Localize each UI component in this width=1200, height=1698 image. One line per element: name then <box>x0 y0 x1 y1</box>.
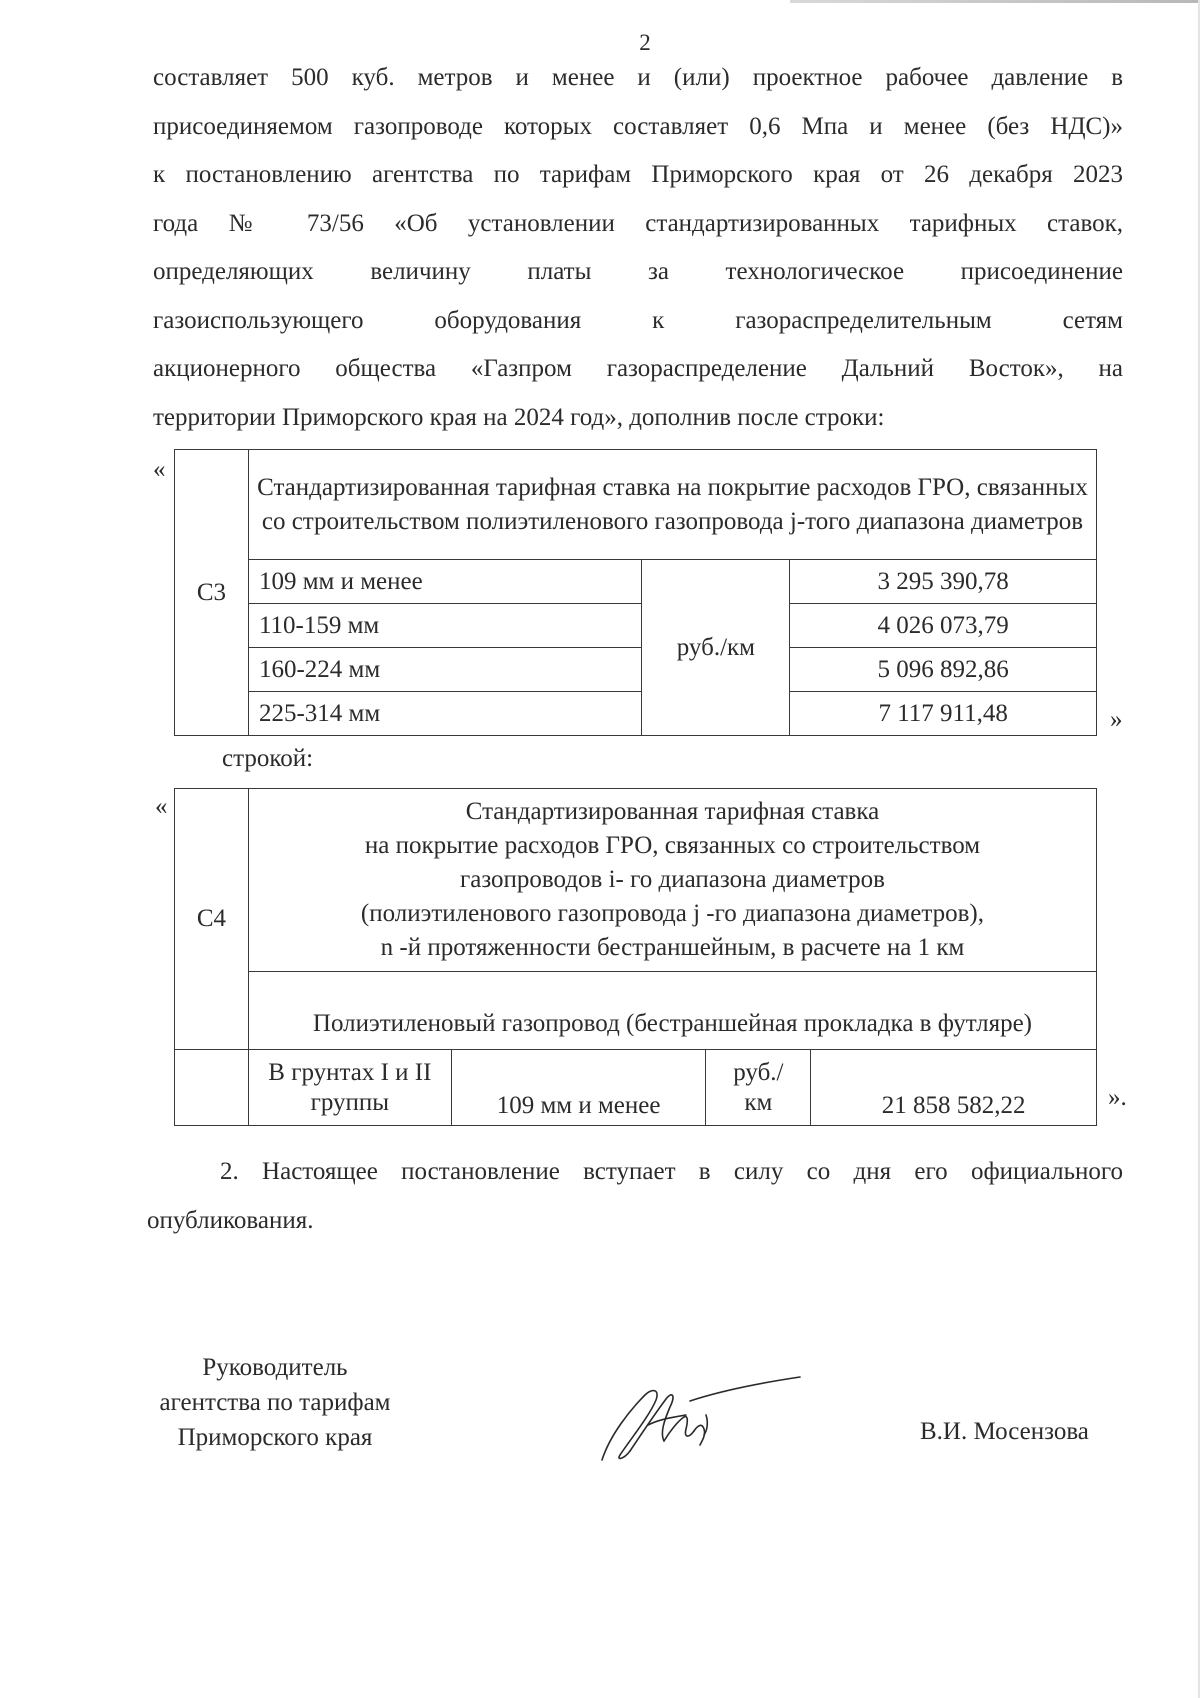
table2-header-line: Стандартизированная тарифная ставка <box>465 798 880 825</box>
handwritten-signature <box>590 1355 810 1475</box>
table1-row-value: 7 117 911,48 <box>790 692 1097 736</box>
signatory-title-line: агентства по тарифам <box>159 1389 391 1416</box>
table1-row-value: 3 295 390,78 <box>790 560 1097 604</box>
table2-header-line: n -й протяженности бестраншейным, в расчете на 1 км <box>380 934 965 961</box>
close-quote-2: ». <box>1108 1084 1127 1111</box>
table2-header-line: (полиэтиленового газопровода j -го диапазона диаметров), <box>360 900 985 927</box>
table1-row-label: 225-314 мм <box>248 692 642 736</box>
table2-unit: руб./ км <box>706 1050 811 1126</box>
signatory-title <box>140 1350 410 1455</box>
close-quote-1: » <box>1110 706 1123 733</box>
table1-header: Стандартизированная тарифная ставка на покрытие расходов ГРО, связанных со строительством полиэтиленового газопровода j-того диапазона диаметров <box>248 450 1096 560</box>
table2-soil: В грунтах I и II группы <box>248 1050 451 1126</box>
intro-line: года № 73/56 «Об установлении стандартизированных тарифных ставок, <box>153 209 1123 237</box>
table1-row-label: 109 мм и менее <box>248 560 642 604</box>
intro-paragraph <box>153 54 1123 442</box>
final-paragraph <box>147 1148 1123 1245</box>
open-quote-2: « <box>155 793 168 820</box>
table2-empty-cell <box>175 1050 249 1126</box>
between-word: строкой: <box>222 745 314 772</box>
intro-line: составляет 500 куб. метров и менее и (или) проектное рабочее давление в <box>153 64 1123 91</box>
signatory-title-line: Приморского края <box>177 1424 373 1451</box>
tariff-table-c4 <box>174 788 1097 1126</box>
signatory-title-line: Руководитель <box>202 1354 348 1381</box>
intro-line: акционерного общества «Газпром газораспределение Дальний Восток», на <box>153 355 1123 382</box>
table2-value: 21 858 582,22 <box>811 1050 1097 1126</box>
table1-row-value: 4 026 073,79 <box>790 604 1097 648</box>
intro-line: к постановлению агентства по тарифам Приморского края от 26 декабря 2023 <box>153 161 1123 188</box>
table1-row-label: 110-159 мм <box>248 604 642 648</box>
table1-code: С3 <box>175 450 249 736</box>
table1-row-value: 5 096 892,86 <box>790 648 1097 692</box>
scan-edge-top <box>790 0 1200 3</box>
tariff-table-c3 <box>174 449 1097 736</box>
intro-line: газоиспользующего оборудования к газораспределительным сетям <box>153 306 1123 334</box>
table2-header <box>248 789 1096 972</box>
intro-line: присоединяемом газопроводе которых составляет 0,6 Мпа и менее (без НДС)» <box>153 112 1123 140</box>
table1-unit: руб./км <box>642 560 790 736</box>
intro-line: территории Приморского края на 2024 год», дополнив после строки: <box>153 403 885 431</box>
signatory-name: В.И. Мосензова <box>920 1418 1089 1445</box>
page-number: 2 <box>639 30 651 55</box>
table1-row-label: 160-224 мм <box>248 648 642 692</box>
table2-header-line: на покрытие расходов ГРО, связанных со строительством <box>364 832 981 859</box>
table2-subheader: Полиэтиленовый газопровод (бестраншейная прокладка в футляре) <box>248 972 1096 1050</box>
final-line: 2. Настоящее постановление вступает в силу со дня его официального <box>220 1158 1123 1185</box>
intro-line: определяющих величину платы за технологическое присоединение <box>153 258 1123 285</box>
open-quote-1: « <box>153 456 166 483</box>
table2-code: С4 <box>175 789 249 1050</box>
final-line: опубликования. <box>147 1206 314 1234</box>
table2-diameter: 109 мм и менее <box>451 1050 706 1126</box>
table2-header-line: газопроводов i- го диапазона диаметров <box>459 866 885 893</box>
